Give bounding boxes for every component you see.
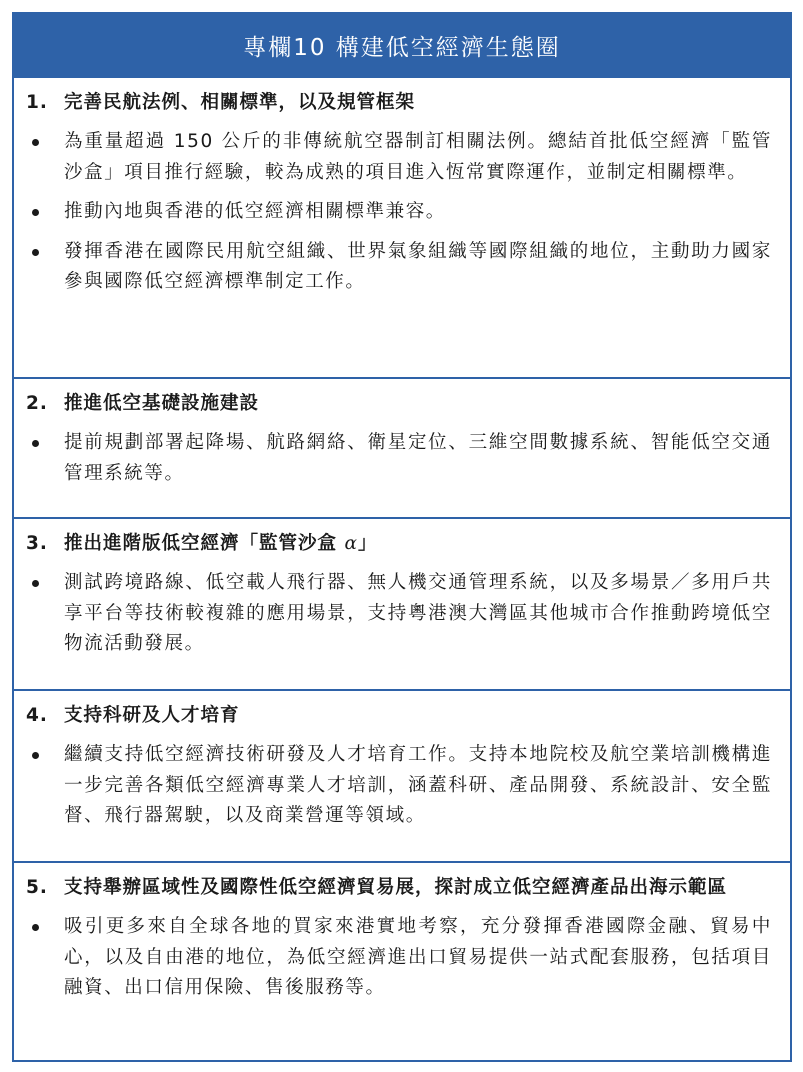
section-number: 5. xyxy=(26,877,48,898)
section-1 xyxy=(14,76,790,377)
section-title-prefix: 推出進階版低空經濟「監管沙盒 xyxy=(64,533,345,554)
bullet-icon xyxy=(26,568,64,660)
section-heading xyxy=(26,88,772,118)
section-heading xyxy=(26,389,772,419)
section-2 xyxy=(14,377,790,517)
section-title: 完善民航法例、相關標準，以及規管框架 xyxy=(64,92,416,113)
bullet-icon xyxy=(26,740,64,832)
section-number: 2. xyxy=(26,393,48,414)
section-title: 支持科研及人才培育 xyxy=(64,705,240,726)
section-heading xyxy=(26,873,772,903)
alpha-symbol: α xyxy=(344,533,358,554)
bullet-icon xyxy=(26,428,64,489)
bullet-icon xyxy=(26,912,64,1004)
list-item-text: 提前規劃部署起降場、航路網絡、衛星定位、三維空間數據系統、智能低空交通管理系統等。 xyxy=(64,432,772,484)
list-item-text: 吸引更多來自全球各地的買家來港實地考察，充分發揮香港國際金融、貿易中心，以及自由港的地位，為低空經濟進出口貿易提供一站式配套服務，包括項目融資、出口信用保險、售後服務等。 xyxy=(64,916,772,998)
section-3 xyxy=(14,517,790,689)
list-item xyxy=(26,197,772,228)
list-item-text: 推動內地與香港的低空經濟相關標準兼容。 xyxy=(64,201,446,222)
list-item xyxy=(26,237,772,298)
list-item xyxy=(26,428,772,489)
section-title: 支持舉辦區域性及國際性低空經濟貿易展，探討成立低空經濟產品出海示範區 xyxy=(64,877,728,898)
list-item xyxy=(26,568,772,660)
section-title xyxy=(64,529,772,559)
section-title-suffix: 」 xyxy=(357,533,378,554)
section-5 xyxy=(14,861,790,1064)
section-heading xyxy=(26,701,772,731)
list-item-text: 測試跨境路線、低空載人飛行器、無人機交通管理系統，以及多場景／多用戶共享平台等技術較複雜的應用場景，支持粵港澳大灣區其他城市合作推動跨境低空物流活動發展。 xyxy=(64,572,772,654)
list-item-text: 為重量超過 150 公斤的非傳統航空器制訂相關法例。總結首批低空經濟「監管沙盒」項目推行經驗，較為成熟的項目進入恆常實際運作，並制定相關標準。 xyxy=(64,131,772,183)
list-item-text: 繼續支持低空經濟技術研發及人才培育工作。支持本地院校及航空業培訓機構進一步完善各類低空經濟專業人才培訓，涵蓋科研、產品開發、系統設計、安全監督、飛行器駕駛，以及商業營運等領域。 xyxy=(64,744,772,826)
feature-box xyxy=(12,12,792,1062)
list-item xyxy=(26,912,772,1004)
list-item xyxy=(26,127,772,188)
bullet-icon xyxy=(26,237,64,298)
list-item xyxy=(26,740,772,832)
bullet-icon xyxy=(26,197,64,228)
box-title: 專欄10 構建低空經濟生態圈 xyxy=(243,34,561,61)
section-title: 推進低空基礎設施建設 xyxy=(64,393,260,414)
section-heading xyxy=(26,529,772,559)
bullet-icon xyxy=(26,127,64,188)
section-number: 3. xyxy=(26,533,48,554)
section-4 xyxy=(14,689,790,861)
box-header xyxy=(14,14,790,76)
list-item-text: 發揮香港在國際民用航空組織、世界氣象組織等國際組織的地位，主動助力國家參與國際低空經濟標準制定工作。 xyxy=(64,240,772,292)
section-number: 4. xyxy=(26,705,48,726)
section-number: 1. xyxy=(26,92,48,113)
